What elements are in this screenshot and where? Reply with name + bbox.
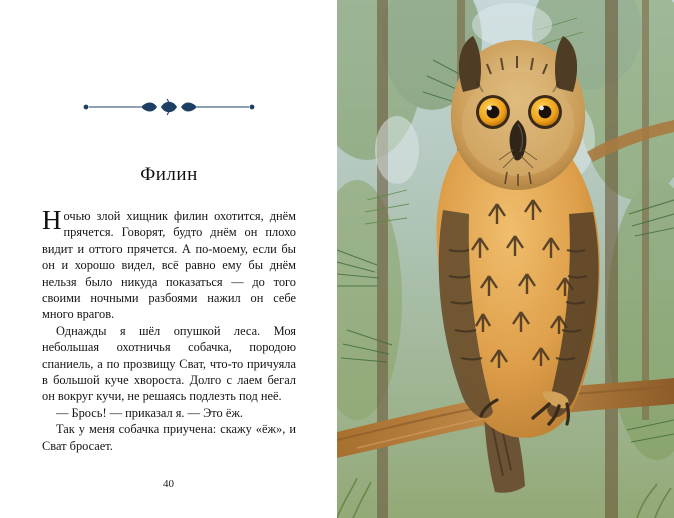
paragraph-1: [42, 205, 296, 323]
page-number: 40: [163, 478, 174, 490]
paragraph-4: Так у меня собачка приучена: скажу «ёж», и Сват бросает.: [42, 422, 296, 453]
paragraph-1-text: очью злой хищник филин охотится, днём прячется. Говорят, будто днём он плохо видит и оттого прячется. А по-моему, если бы он и хорошо видел, всё равно ему бы днём нельзя было никуда показаться — до того своими ночными разбоями нажил он себе много врагов.: [42, 209, 296, 322]
text-column: [42, 96, 296, 454]
floral-divider-icon: [42, 96, 296, 118]
paragraph-2: Однажды я шёл опушкой леса. Моя небольшая охотничья собачка, породою спаниель, а по прозвищу Сват, что-то причуяла в большой куче хвороста. Долго с лаем бегал он вокруг кучи, не решаясь подлезть под неё.: [42, 323, 296, 404]
right-illustration-page: [337, 0, 674, 518]
chapter-title: Филин: [140, 164, 198, 185]
paragraph-3: — Брось! — приказал я. — Это ёж.: [56, 405, 244, 420]
eagle-owl-on-branch-illustration: [337, 0, 674, 518]
drop-cap: Н: [42, 205, 62, 235]
